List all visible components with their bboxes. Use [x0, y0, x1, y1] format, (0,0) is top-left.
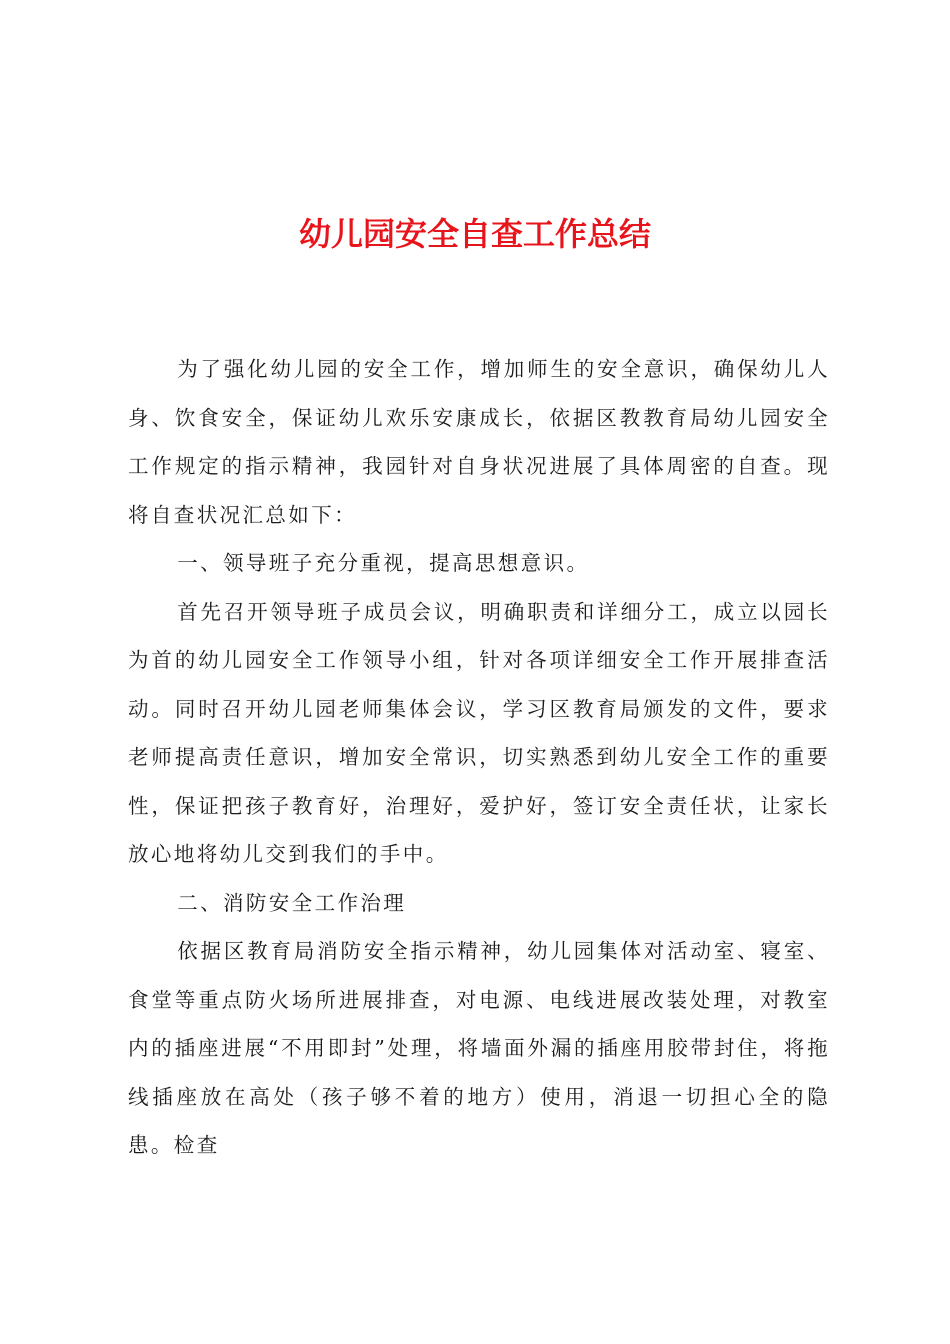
section-heading-leadership: 一、领导班子充分重视，提高思想意识。 [177, 551, 590, 575]
document-title: 幼儿园安全自查工作总结 [298, 215, 651, 253]
paragraph-intro: 为了强化幼儿园的安全工作，增加师生的安全意识，确保幼儿人身、饮食安全，保证幼儿欢乐安康成长，依据区教教育局幼儿园安全工作规定的指示精神，我园针对自身状况进展了具体周密的自查。现将自查状况汇总如下： [128, 357, 830, 527]
paragraph-leadership: 首先召开领导班子成员会议，明确职责和详细分工，成立以园长为首的幼儿园安全工作领导小组，针对各项详细安全工作开展排查活动。同时召开幼儿园老师集体会议，学习区教育局颁发的文件，要求老师提高责任意识，增加安全常识，切实熟悉到幼儿安全工作的重要性，保证把孩子教育好，治理好，爱护好，签订安全责任状，让家长放心地将幼儿交到我们的手中。 [128, 599, 830, 866]
paragraph-fire-safety: 依据区教育局消防安全指示精神，幼儿园集体对活动室、寝室、食堂等重点防火场所进展排查，对电源、电线进展改装处理，对教室内的插座进展“不用即封”处理，将墙面外漏的插座用胶带封住，将拖线插座放在高处（孩子够不着的地方）使用，消退一切担心全的隐患。检查 [128, 939, 830, 1157]
document-body [128, 345, 830, 1170]
section-heading-fire-safety: 二、消防安全工作治理 [177, 890, 407, 915]
